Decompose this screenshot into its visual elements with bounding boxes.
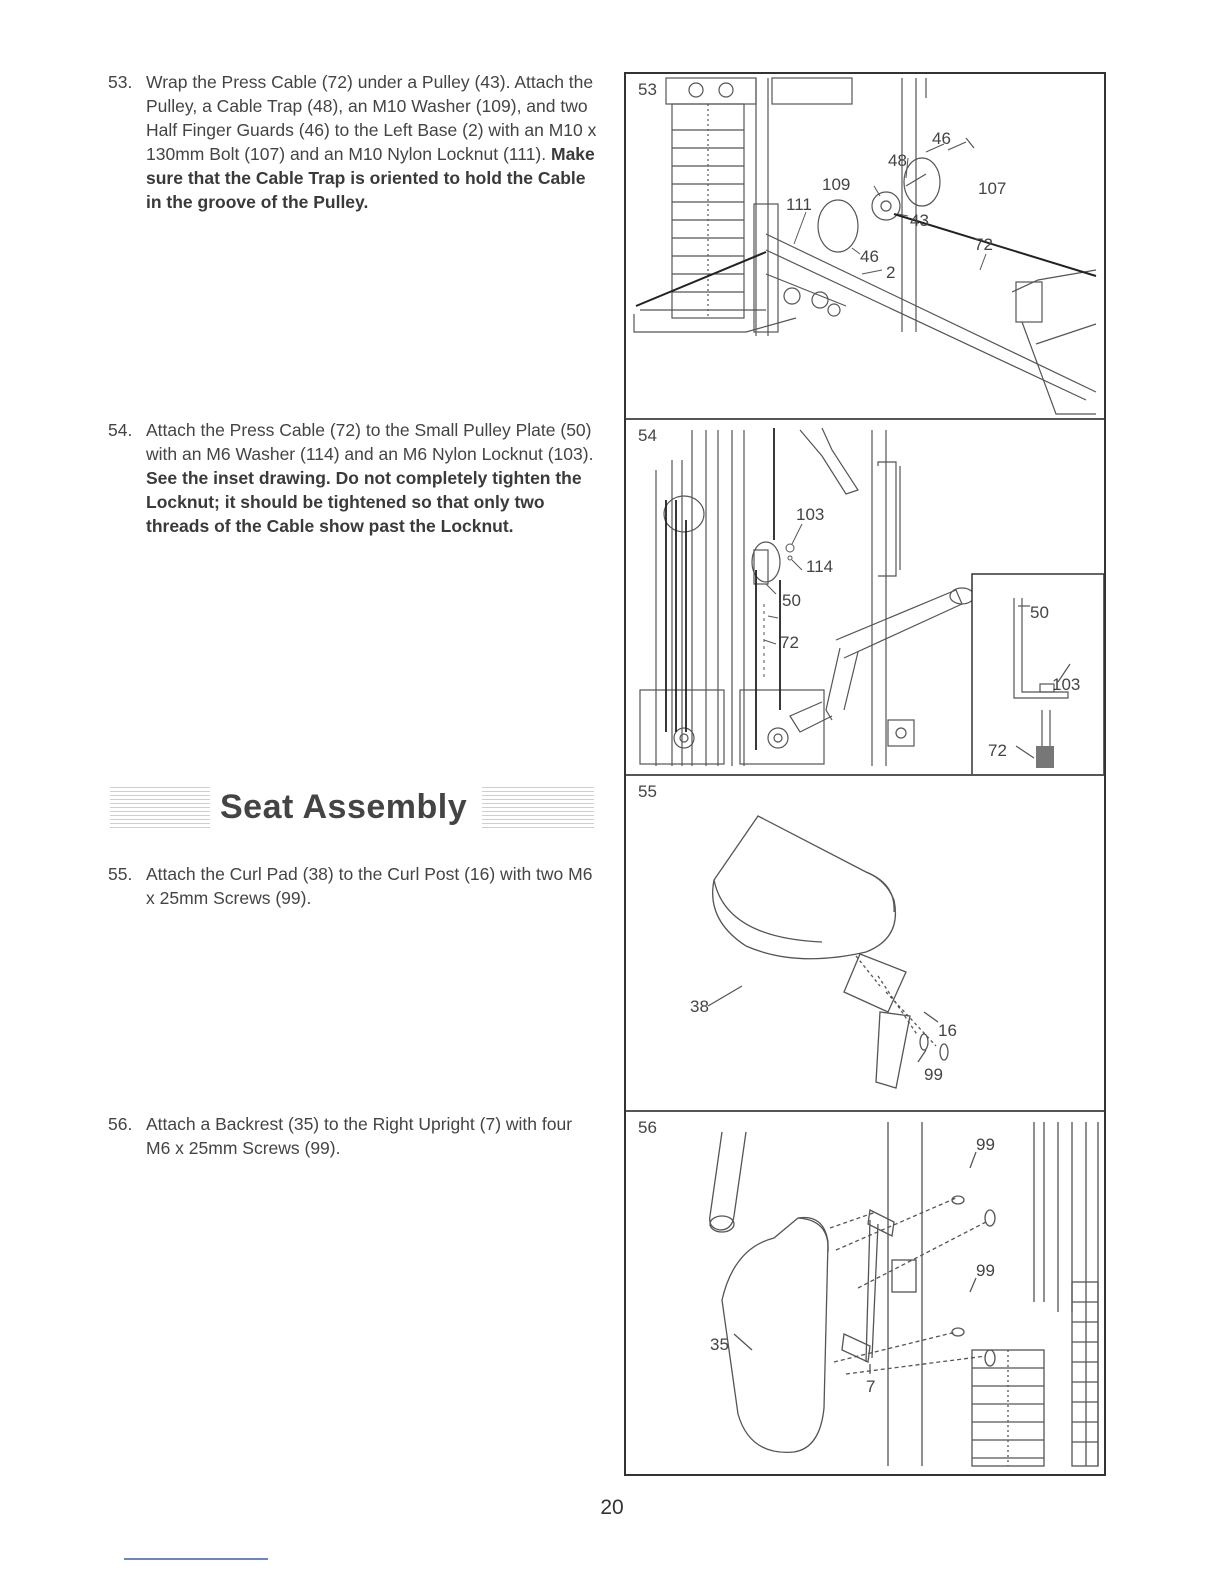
callout: 72 <box>780 633 799 652</box>
figure-54-drawing <box>626 420 1104 776</box>
figure-column <box>624 72 1106 1476</box>
inset-callout: 103 <box>1052 675 1081 694</box>
step-56 <box>108 1112 598 1160</box>
figure-number: 54 <box>638 426 657 445</box>
section-rule-left <box>110 786 210 828</box>
callout: 107 <box>978 179 1007 198</box>
figure-56-drawing <box>626 1112 1104 1474</box>
figure-number: 53 <box>638 80 657 99</box>
section-header <box>110 786 594 828</box>
section-title: Seat Assembly <box>220 788 468 826</box>
callout: 99 <box>976 1135 995 1154</box>
callout: 99 <box>976 1261 995 1280</box>
callout: 35 <box>710 1335 729 1354</box>
step-text: Attach a Backrest (35) to the Right Upright (7) with four M6 x 25mm Screws (99). <box>146 1114 573 1158</box>
figure-53 <box>626 74 1104 420</box>
step-number: 54. <box>108 420 133 440</box>
figure-55 <box>626 776 1104 1112</box>
figure-number: 56 <box>638 1118 657 1137</box>
step-number: 56. <box>108 1114 133 1134</box>
step-warning: See the inset drawing. Do not completely tighten the Locknut; it should be tightened so that only two threads of the Cable show past the Locknut. <box>146 468 582 536</box>
figure-55-drawing <box>626 776 1104 1112</box>
callout: 72 <box>974 235 993 254</box>
step-number: 53. <box>108 72 133 92</box>
callout: 99 <box>924 1065 943 1084</box>
callout: 46 <box>932 129 951 148</box>
callout: 46 <box>860 247 879 266</box>
callout: 16 <box>938 1021 957 1040</box>
callout: 7 <box>866 1377 876 1396</box>
callout: 38 <box>690 997 709 1016</box>
step-warning: Make sure that the Cable Trap is oriented to hold the Cable in the groove of the Pulley. <box>146 144 595 212</box>
callout: 109 <box>822 175 851 194</box>
step-54 <box>108 418 598 538</box>
figure-56 <box>626 1112 1104 1474</box>
step-number: 55. <box>108 864 133 884</box>
step-text: Wrap the Press Cable (72) under a Pulley (43). Attach the Pulley, a Cable Trap (48), an M10 Washer (109), and two Half Finger Guards (46) to the Left Base (2) with an M10 x 130mm Bolt (107) and an M10 Nylon Locknut (111). <box>146 72 597 164</box>
callout: 103 <box>796 505 825 524</box>
step-53 <box>108 70 598 214</box>
callout: 2 <box>886 263 896 282</box>
figure-number: 55 <box>638 782 657 801</box>
footer-divider <box>124 1558 268 1560</box>
figure-53-drawing <box>626 74 1104 420</box>
callout: 48 <box>888 151 907 170</box>
callout: 50 <box>782 591 801 610</box>
callout: 111 <box>786 195 812 214</box>
figure-54 <box>626 420 1104 776</box>
callout: 43 <box>910 211 929 230</box>
step-text: Attach the Press Cable (72) to the Small Pulley Plate (50) with an M6 Washer (114) and an M6 Nylon Locknut (103). <box>146 420 594 464</box>
page-number: 20 <box>600 1496 624 1519</box>
callout: 114 <box>806 557 834 576</box>
inset-callout: 72 <box>988 741 1007 760</box>
section-rule-right <box>482 786 594 828</box>
step-55 <box>108 862 598 910</box>
step-text: Attach the Curl Pad (38) to the Curl Post (16) with two M6 x 25mm Screws (99). <box>146 864 593 908</box>
inset-callout: 50 <box>1030 603 1049 622</box>
